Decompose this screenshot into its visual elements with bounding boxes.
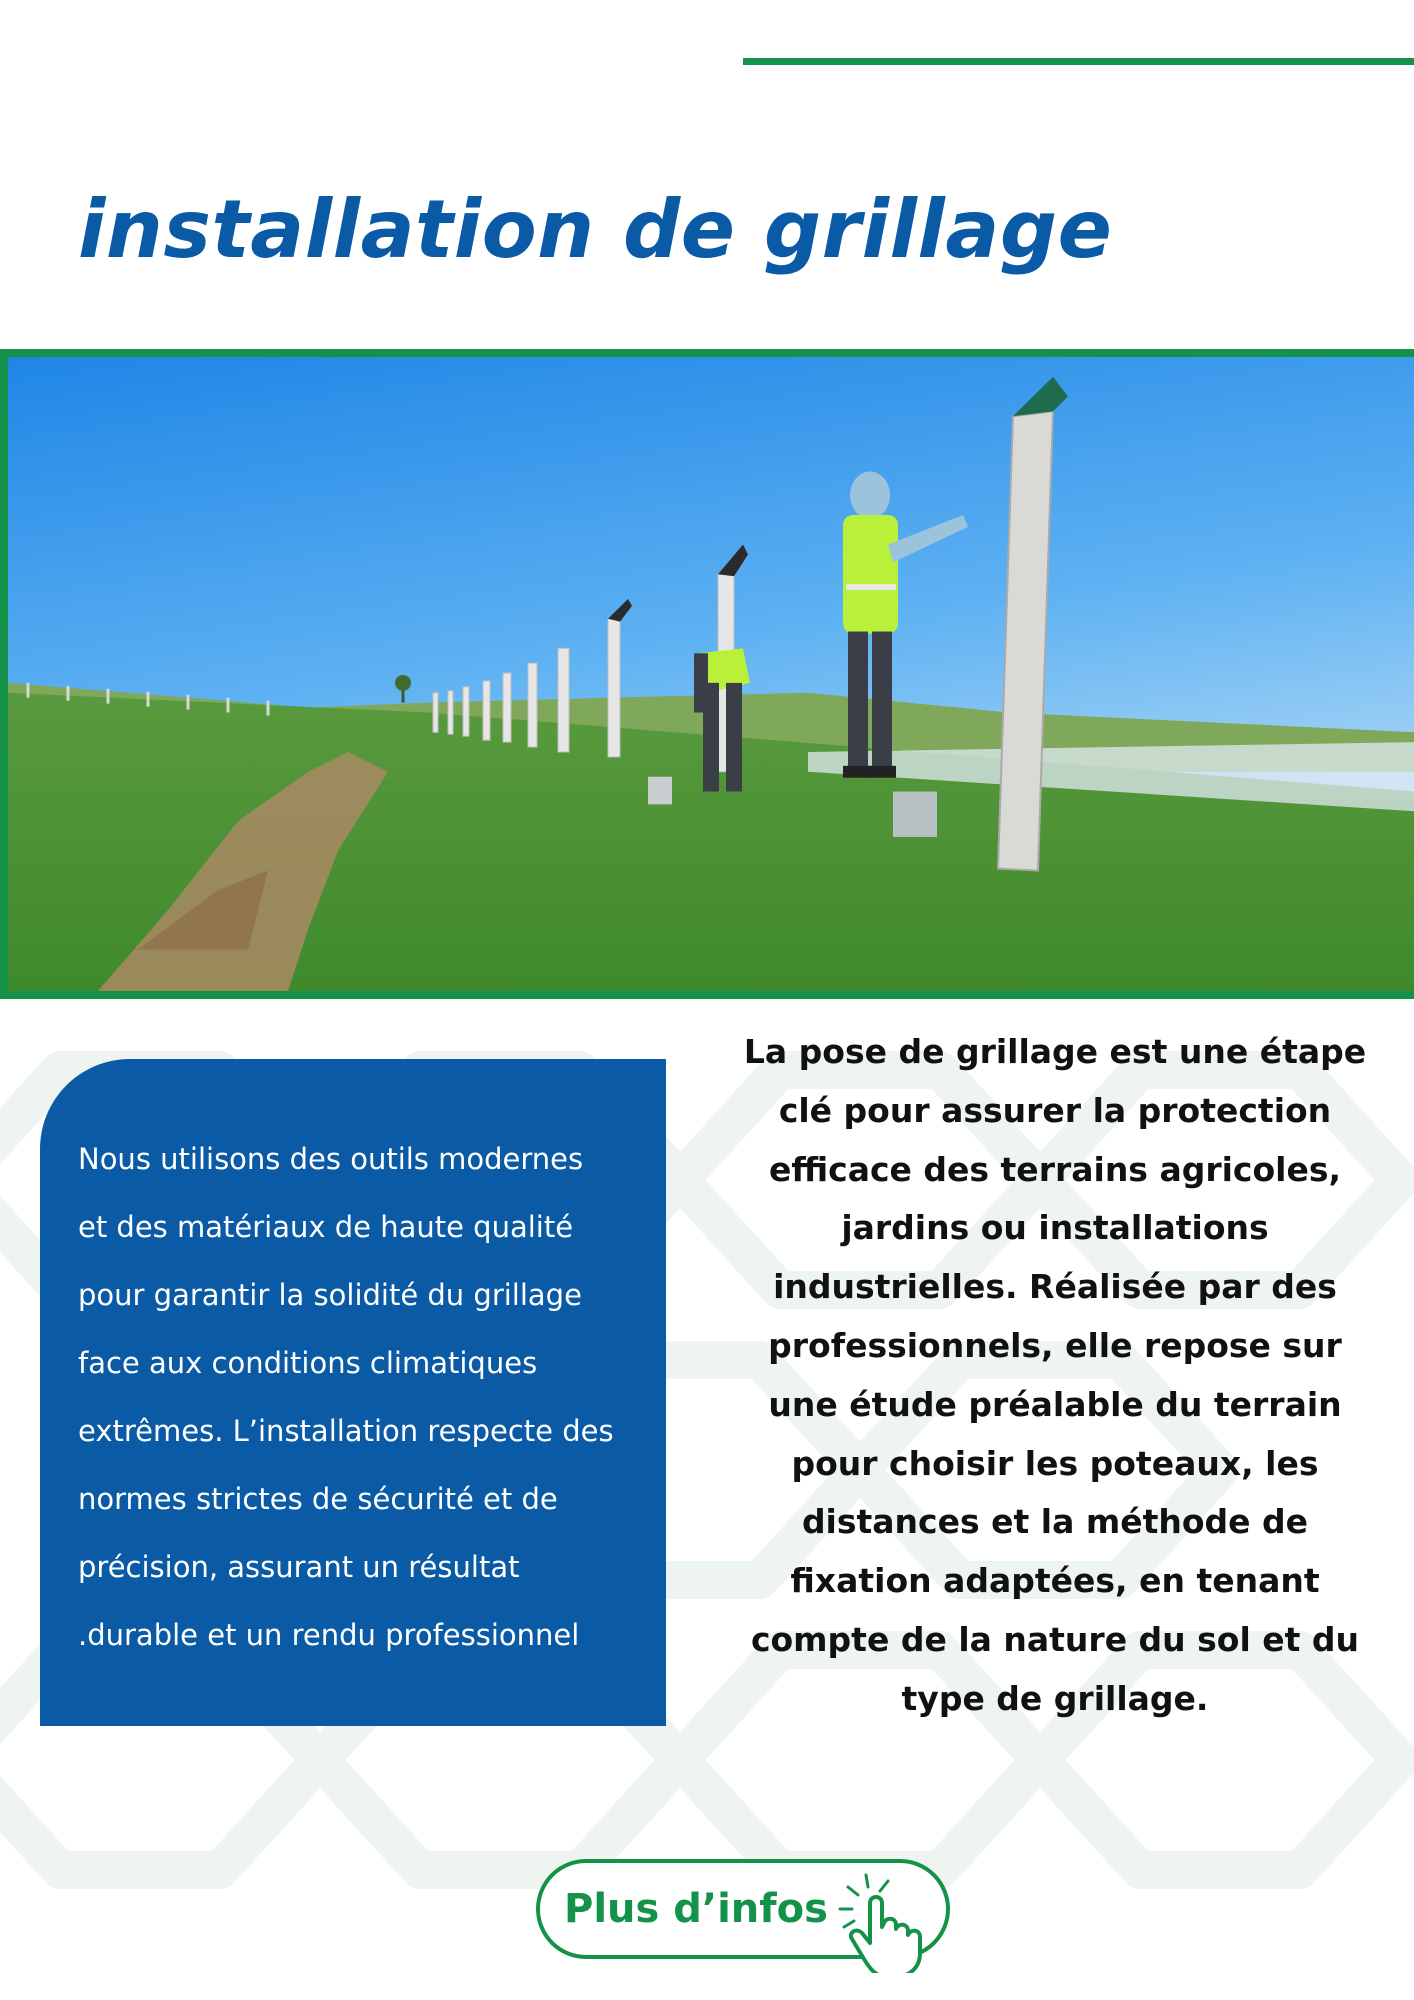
description-line: jardins ou installations — [841, 1208, 1269, 1248]
plus-infos-button[interactable] — [536, 1859, 950, 1959]
description-line: efficace des terrains agricoles, — [768, 1149, 1342, 1189]
description-line: fixation adaptées, en tenant — [790, 1561, 1320, 1601]
description-line: type de grillage. — [901, 1678, 1209, 1718]
blue-box-line: face aux conditions climatiques — [78, 1346, 538, 1380]
blue-box-line: pour garantir la solidité du grillage — [78, 1278, 582, 1312]
blue-box-line: Nous utilisons des outils modernes — [78, 1142, 584, 1176]
top-accent-line — [743, 58, 1414, 65]
description-paragraph — [740, 1023, 1370, 1729]
description-line: distances et la méthode de — [801, 1502, 1309, 1542]
fence-installation-photo — [8, 357, 1414, 991]
blue-box-line: précision, assurant un résultat — [78, 1550, 520, 1584]
plus-infos-label: Plus d’infos — [564, 1886, 828, 1932]
description-line: professionnels, elle repose sur — [768, 1325, 1342, 1365]
hero-photo — [0, 349, 1414, 999]
description-line: clé pour assurer la protection — [778, 1090, 1332, 1130]
page-title: installation de grillage — [78, 183, 1113, 276]
hand-pointer-click-icon — [830, 1873, 960, 1973]
description-line: pour choisir les poteaux, les — [791, 1443, 1319, 1483]
description-line: compte de la nature du sol et du — [750, 1619, 1360, 1659]
blue-box-line: extrêmes. L’installation respecte des — [78, 1414, 614, 1448]
blue-box-line: et des matériaux de haute qualité — [78, 1210, 574, 1244]
description-line: industrielles. Réalisée par des — [773, 1267, 1337, 1307]
blue-info-box — [40, 1059, 666, 1726]
description-line: une étude préalable du terrain — [768, 1384, 1342, 1424]
blue-box-line: normes strictes de sécurité et de — [78, 1482, 558, 1516]
description-line: La pose de grillage est une étape — [743, 1032, 1367, 1071]
blue-box-line: .durable et un rendu professionnel — [78, 1618, 580, 1652]
